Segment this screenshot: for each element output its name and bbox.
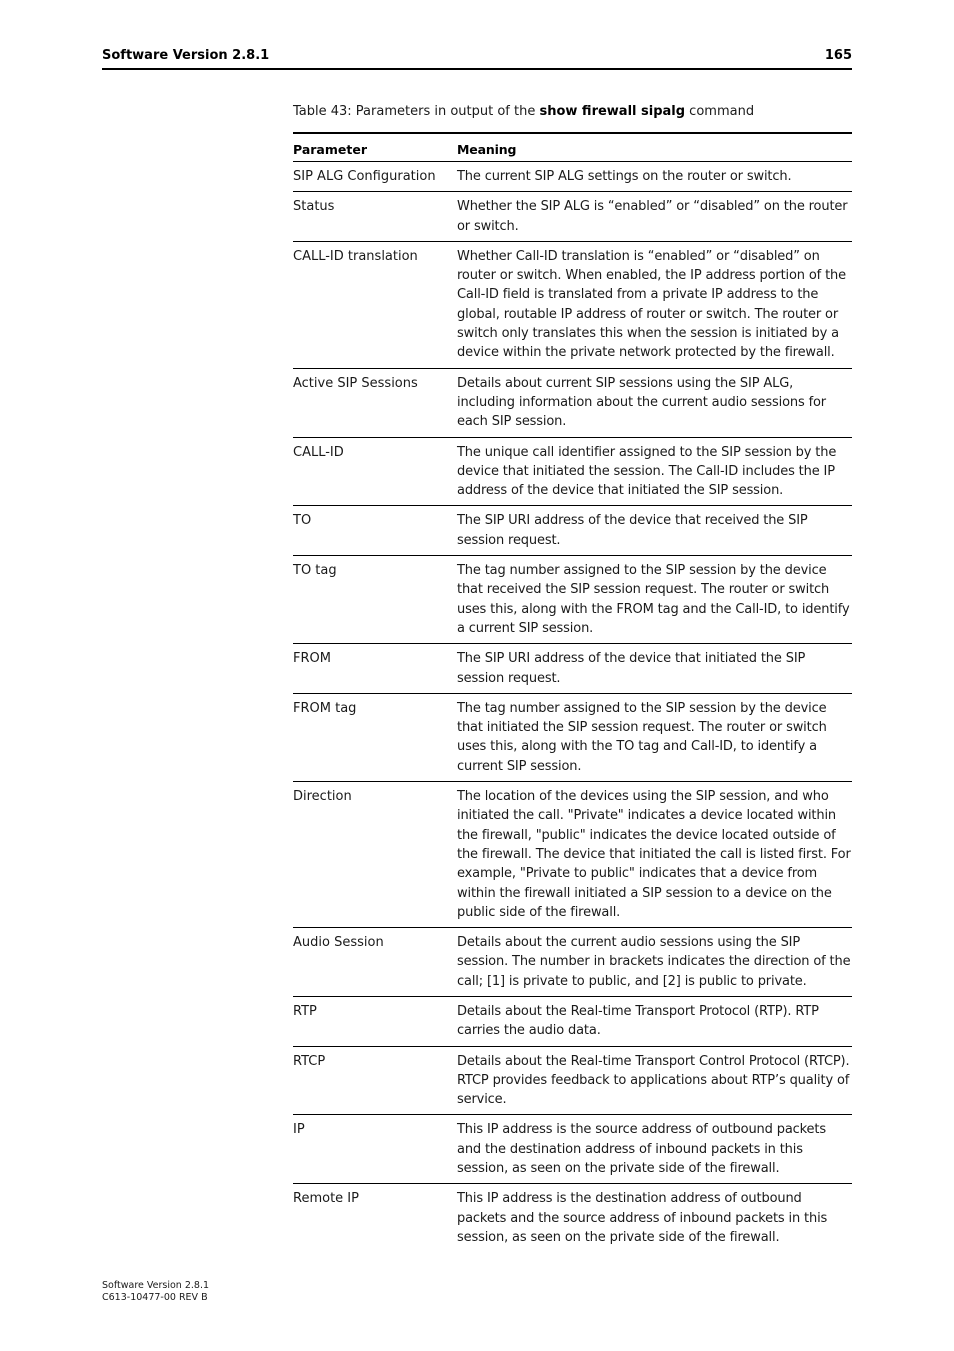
column-header-parameter: Parameter — [293, 142, 367, 157]
row-parameter: Audio Session — [293, 935, 384, 951]
row-meaning: The tag number assigned to the SIP session by the device that initiated the SIP session request. The router or switch uses this, along with the TO tag and Call-ID, to identify a current SIP session. — [457, 700, 827, 774]
table-row — [293, 506, 852, 556]
table-row — [293, 694, 852, 782]
header-title: Software Version 2.8.1 — [102, 48, 270, 63]
caption-suffix: command — [685, 104, 755, 119]
table-row — [293, 1184, 852, 1252]
footer-version: Software Version 2.8.1 — [102, 1280, 210, 1291]
row-parameter: Active SIP Sessions — [293, 375, 418, 391]
row-parameter: SIP ALG Configuration — [293, 169, 436, 184]
table-row — [293, 242, 852, 369]
row-meaning: The SIP URI address of the device that received the SIP session request. — [457, 513, 808, 548]
table-caption — [293, 104, 754, 119]
page-header — [102, 47, 852, 70]
row-parameter: RTCP — [293, 1053, 326, 1069]
row-parameter: TO tag — [293, 563, 337, 579]
table-row — [293, 782, 852, 928]
row-parameter: CALL-ID — [293, 444, 344, 460]
row-parameter: Status — [293, 199, 335, 215]
row-meaning: The location of the devices using the SIP session, and who initiated the call. "Private" indicates a device located within the firewall, "public" indicates the device located outside of the firewall. The device that initiated the call is listed first. For example, "Private to public" indicates that a device from within the firewall initiated a SIP session to a device on the public side of the firewall. — [457, 789, 851, 920]
row-meaning: Whether Call-ID translation is “enabled” or “disabled” on router or switch. When enabled, the IP address portion of the Call-ID field is translated from a private IP address to the global, routable IP address of router or switch. The router or switch only translates this when the session is initiated by a device within the private network protected by the firewall. — [457, 248, 846, 361]
page-footer — [102, 1280, 209, 1304]
column-header-meaning: Meaning — [457, 142, 517, 157]
row-meaning: This IP address is the destination address of outbound packets and the source address of inbound packets in this session, as seen on the private side of the firewall. — [457, 1191, 828, 1245]
row-meaning: Details about the current audio sessions using the SIP session. The number in brackets indicates the direction of the call; [1] is private to public, and [2] is public to private. — [457, 935, 851, 989]
table-row — [293, 438, 852, 507]
row-parameter: Remote IP — [293, 1191, 359, 1207]
row-meaning: Whether the SIP ALG is “enabled” or “disabled” on the router or switch. — [457, 199, 848, 234]
row-parameter: RTP — [293, 1003, 317, 1019]
table-row — [293, 192, 852, 242]
table-row — [293, 997, 852, 1047]
row-meaning: The unique call identifier assigned to the SIP session by the device that initiated the session. The Call-ID includes the IP address of the device that initiated the SIP session. — [457, 444, 837, 499]
row-parameter: CALL-ID translation — [293, 248, 418, 264]
row-meaning: The tag number assigned to the SIP session by the device that received the SIP session request. The router or switch uses this, along with the FROM tag and the Call-ID, to identify a current SIP session. — [457, 563, 850, 636]
row-parameter: FROM — [293, 651, 331, 667]
caption-prefix: Table 43: Parameters in output of the — [293, 104, 540, 119]
table-row — [293, 928, 852, 997]
row-parameter: IP — [293, 1122, 305, 1138]
row-meaning: The SIP URI address of the device that initiated the SIP session request. — [457, 651, 806, 686]
table-row — [293, 644, 852, 694]
row-meaning: Details about the Real-time Transport Protocol (RTP). RTP carries the audio data. — [457, 1003, 819, 1039]
table-row — [293, 1047, 852, 1116]
caption-command: show firewall sipalg — [539, 104, 686, 119]
row-meaning: The current SIP ALG settings on the router or switch. — [457, 169, 792, 184]
row-parameter: Direction — [293, 789, 352, 805]
table-row — [293, 369, 852, 438]
row-parameter: TO — [293, 513, 312, 529]
footer-doc-id: C613-10477-00 REV B — [102, 1292, 208, 1303]
row-meaning: This IP address is the source address of outbound packets and the destination address of inbound packets in this session, as seen on the private side of the firewall. — [457, 1122, 826, 1177]
row-meaning: Details about current SIP sessions using the SIP ALG, including information about the current audio sessions for each SIP session. — [457, 375, 826, 430]
row-meaning: Details about the Real-time Transport Control Protocol (RTCP). RTCP provides feedback to applications about RTP’s quality of service. — [457, 1053, 850, 1108]
page-number: 165 — [824, 48, 852, 63]
row-parameter: FROM tag — [293, 700, 357, 716]
table-row — [293, 162, 852, 192]
parameters-table — [293, 132, 852, 1252]
table-row — [293, 556, 852, 644]
table-row — [293, 1115, 852, 1184]
table-header-row — [293, 134, 852, 162]
